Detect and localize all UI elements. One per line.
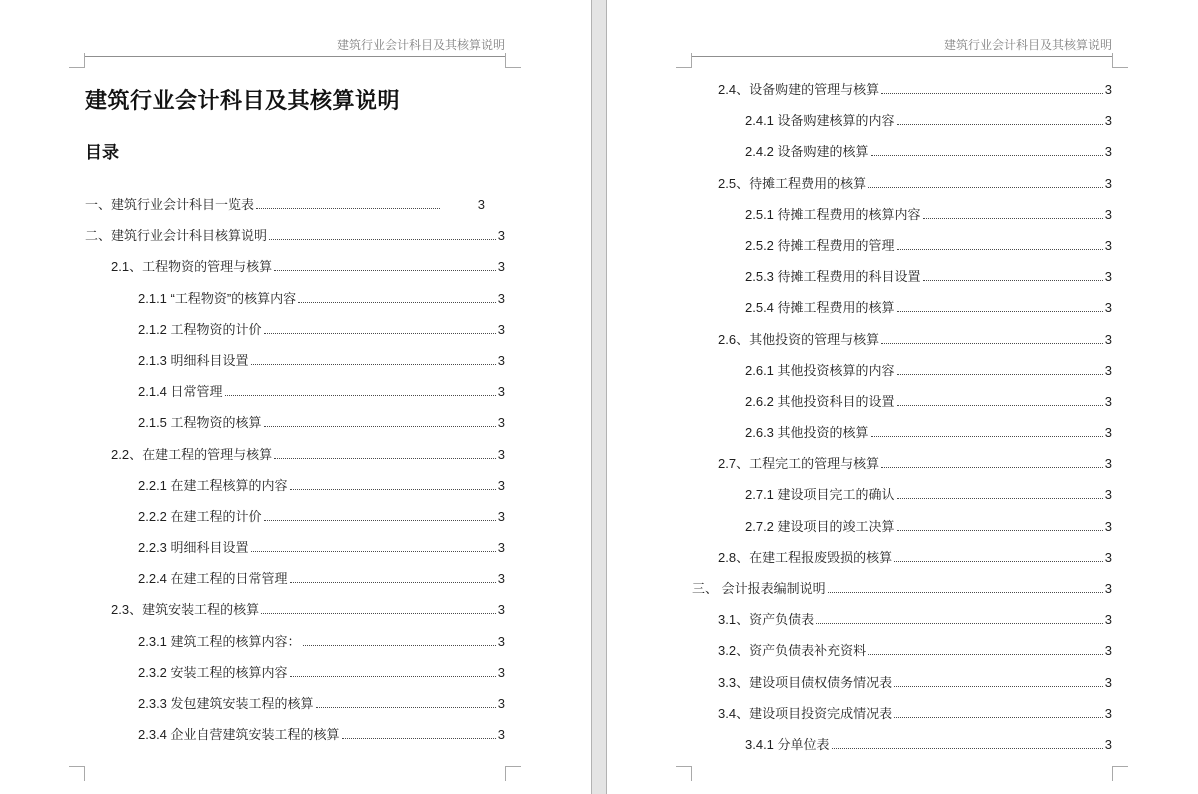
toc-entry[interactable] <box>85 625 505 656</box>
crop-mark-bottom-left <box>69 766 85 781</box>
toc-entry-text: 2.5.1 待摊工程费用的核算内容 <box>745 206 921 222</box>
toc-entry[interactable] <box>85 406 505 437</box>
toc-entry[interactable] <box>85 344 505 375</box>
toc-entry-text: 二、建筑行业会计科目核算说明 <box>85 228 268 244</box>
toc-entry[interactable] <box>692 728 1112 759</box>
toc-dot-leader <box>264 423 496 427</box>
toc-entry-text: 2.2.2 在建工程的计价 <box>138 508 262 524</box>
toc-entry-text: 2.4.1 设备购建核算的内容 <box>745 113 895 129</box>
toc-page-number: 3 <box>497 696 505 711</box>
toc-entry[interactable] <box>85 375 505 406</box>
toc-dot-leader <box>897 371 1103 375</box>
toc-page-number: 3 <box>497 228 505 244</box>
toc-page-number: 3 <box>497 259 505 275</box>
toc-page-number: 3 <box>497 602 505 618</box>
toc-entry[interactable] <box>692 104 1112 135</box>
toc-entry-text: 3.4.1 分单位表 <box>745 736 830 752</box>
toc-entry-text: 2.2.1 在建工程核算的内容 <box>138 477 288 493</box>
toc-entry-text: 2.5.4 待摊工程费用的核算 <box>745 300 895 316</box>
toc-dot-leader <box>290 673 496 677</box>
toc-dot-leader <box>298 299 496 303</box>
toc-dot-leader <box>290 486 496 490</box>
toc-entry[interactable] <box>692 603 1112 634</box>
toc-page-number: 3 <box>1104 113 1112 129</box>
toc-entry[interactable] <box>85 531 505 562</box>
crop-mark-bottom-left <box>676 766 692 781</box>
toc-dot-leader <box>894 714 1103 718</box>
toc-entry[interactable] <box>692 666 1112 697</box>
toc-entry[interactable] <box>85 250 505 281</box>
toc-entry[interactable] <box>692 354 1112 385</box>
toc-entry-text: 2.3.4 企业自营建筑安装工程的核算 <box>138 727 340 743</box>
page-2[interactable] <box>606 0 1198 794</box>
toc-dot-leader <box>897 402 1103 406</box>
toc-list-page-1 <box>85 188 505 749</box>
toc-page-number: 3 <box>1104 82 1112 97</box>
crop-mark-top-right <box>505 53 521 68</box>
toc-page-number: 3 <box>497 477 505 493</box>
toc-entry[interactable] <box>692 541 1112 572</box>
toc-page-number: 3 <box>1104 705 1112 721</box>
toc-dot-leader <box>261 610 496 614</box>
toc-dot-leader <box>225 392 496 396</box>
toc-dot-leader <box>832 745 1103 749</box>
toc-dot-leader <box>290 579 496 583</box>
crop-mark-bottom-right <box>505 766 521 781</box>
toc-dot-leader <box>871 433 1103 437</box>
toc-page-number: 3 <box>1104 487 1112 503</box>
toc-dot-leader <box>894 683 1103 687</box>
toc-entry-text: 2.6.3 其他投资的核算 <box>745 425 869 441</box>
toc-entry[interactable] <box>85 656 505 687</box>
toc-heading: 目录 <box>85 143 119 162</box>
toc-page-number: 3 <box>1104 269 1112 285</box>
toc-entry-text: 2.1.5 工程物资的核算 <box>138 415 262 431</box>
toc-entry[interactable] <box>692 135 1112 166</box>
header-title: 建筑行业会计科目及其核算说明 <box>943 38 1112 52</box>
toc-dot-leader <box>881 340 1103 344</box>
crop-mark-top-right <box>1112 53 1128 68</box>
toc-list-page-2 <box>692 73 1112 759</box>
toc-dot-leader <box>923 277 1103 281</box>
toc-page-number: 3 <box>1104 206 1112 222</box>
toc-page-number: 3 <box>1104 581 1112 596</box>
toc-page-number: 3 <box>1104 300 1112 316</box>
toc-page-number: 3 <box>497 446 505 462</box>
toc-entry[interactable] <box>692 198 1112 229</box>
toc-dot-leader <box>269 236 496 240</box>
toc-page-number: 3 <box>1104 549 1112 565</box>
toc-entry[interactable] <box>85 562 505 593</box>
toc-page-number: 3 <box>497 352 505 368</box>
toc-entry[interactable] <box>85 188 505 219</box>
toc-page-number: 3 <box>497 415 505 431</box>
page-header <box>692 36 1112 57</box>
toc-entry-text: 一、建筑行业会计科目一览表 <box>85 197 255 212</box>
toc-entry[interactable] <box>692 478 1112 509</box>
toc-dot-leader <box>251 548 496 552</box>
toc-entry[interactable] <box>692 291 1112 322</box>
toc-page-number: 3 <box>497 633 505 649</box>
toc-page-number: 3 <box>1104 736 1112 752</box>
toc-entry-text: 2.5、待摊工程费用的核算 <box>718 175 867 191</box>
crop-mark-top-left <box>676 53 692 68</box>
toc-entry-text: 2.4.2 设备购建的核算 <box>745 144 869 160</box>
toc-entry-text: 2.7、工程完工的管理与核算 <box>718 456 880 472</box>
toc-entry-text: 3.2、资产负债表补充资料 <box>718 643 867 659</box>
toc-dot-leader <box>274 455 496 459</box>
toc-entry[interactable] <box>692 634 1112 665</box>
toc-page-number: 3 <box>497 508 505 524</box>
toc-page-number: 3 <box>1104 674 1112 690</box>
toc-dot-leader <box>897 246 1103 250</box>
toc-entry-text: 3.1、资产负债表 <box>718 612 815 628</box>
toc-entry-text: 2.1.4 日常管理 <box>138 384 223 400</box>
crop-mark-top-left <box>69 53 85 68</box>
toc-entry-text: 3.3、建设项目债权债务情况表 <box>718 674 893 690</box>
toc-dot-leader <box>881 464 1103 468</box>
toc-page-number: 3 <box>1104 425 1112 441</box>
toc-entry-text: 2.2.3 明细科目设置 <box>138 540 249 556</box>
toc-page-number: 3 <box>1104 175 1112 191</box>
toc-dot-leader <box>897 308 1103 312</box>
toc-dot-leader <box>828 589 1103 593</box>
toc-entry[interactable] <box>85 593 505 624</box>
toc-entry[interactable] <box>85 219 505 250</box>
toc-dot-leader <box>251 361 496 365</box>
toc-dot-leader <box>316 704 496 708</box>
toc-entry[interactable] <box>85 469 505 500</box>
toc-entry-text: 2.1.2 工程物资的计价 <box>138 321 262 337</box>
toc-page-number: 3 <box>497 384 505 400</box>
toc-page-number: 3 <box>1104 331 1112 347</box>
toc-page-number: 3 <box>1104 362 1112 378</box>
toc-entry[interactable] <box>692 229 1112 260</box>
toc-dot-leader <box>897 527 1103 531</box>
toc-entry-text: 2.1.3 明细科目设置 <box>138 352 249 368</box>
toc-entry[interactable] <box>85 718 505 749</box>
toc-entry[interactable] <box>85 282 505 313</box>
toc-entry[interactable] <box>692 167 1112 198</box>
toc-page-number: 3 <box>497 571 505 587</box>
toc-entry[interactable] <box>85 500 505 531</box>
toc-entry-text: 2.6.2 其他投资科目的设置 <box>745 393 895 409</box>
toc-dot-leader <box>264 330 496 334</box>
toc-page-number: 3 <box>1104 518 1112 534</box>
toc-entry[interactable] <box>692 260 1112 291</box>
toc-page-number: 3 <box>497 290 505 306</box>
toc-entry[interactable] <box>692 416 1112 447</box>
toc-entry-text: 2.3.3 发包建筑安装工程的核算 <box>138 696 314 711</box>
toc-page-number: 3 <box>497 540 505 556</box>
toc-page-number: 3 <box>497 664 505 680</box>
toc-page-number: 3 <box>1104 144 1112 160</box>
toc-page-number: 3 <box>1104 612 1112 628</box>
page-1[interactable] <box>0 0 592 794</box>
toc-entry[interactable] <box>85 438 505 469</box>
toc-entry-text: 2.3、建筑安装工程的核算 <box>111 602 260 618</box>
toc-page-number: 3 <box>1104 643 1112 659</box>
toc-dot-leader <box>274 267 496 271</box>
toc-entry[interactable] <box>85 313 505 344</box>
toc-entry-text: 2.2、在建工程的管理与核算 <box>111 446 273 462</box>
toc-entry-text: 2.3.1 建筑工程的核算内容： <box>138 633 301 649</box>
toc-page-number: 3 <box>477 197 485 212</box>
toc-dot-leader <box>264 517 496 521</box>
toc-entry[interactable] <box>692 510 1112 541</box>
toc-entry[interactable] <box>692 447 1112 478</box>
toc-page-number: 3 <box>497 321 505 337</box>
toc-entry[interactable] <box>692 73 1112 104</box>
toc-page-number: 3 <box>1104 456 1112 472</box>
toc-entry-text: 2.8、在建工程报废毁损的核算 <box>718 549 893 565</box>
toc-dot-leader <box>342 735 496 739</box>
toc-entry-text: 2.1.1 “工程物资”的核算内容 <box>138 290 297 306</box>
toc-entry-text: 三、 会计报表编制说明 <box>692 581 826 596</box>
toc-page-number: 3 <box>497 727 505 743</box>
toc-entry-text: 2.4、设备购建的管理与核算 <box>718 82 880 97</box>
toc-page-number: 3 <box>1104 393 1112 409</box>
toc-dot-leader <box>897 495 1103 499</box>
toc-entry-text: 2.7.1 建设项目完工的确认 <box>745 487 895 503</box>
toc-dot-leader <box>923 215 1103 219</box>
toc-page-number: 3 <box>1104 237 1112 253</box>
toc-entry-text: 2.7.2 建设项目的竣工决算 <box>745 518 895 534</box>
toc-dot-leader <box>868 651 1103 655</box>
header-title: 建筑行业会计科目及其核算说明 <box>336 38 505 52</box>
toc-entry-text: 2.5.2 待摊工程费用的管理 <box>745 237 895 253</box>
toc-entry-text: 2.5.3 待摊工程费用的科目设置 <box>745 269 921 285</box>
toc-dot-leader <box>897 121 1103 125</box>
crop-mark-bottom-right <box>1112 766 1128 781</box>
toc-dot-leader <box>816 620 1103 624</box>
document-title: 建筑行业会计科目及其核算说明 <box>85 88 401 113</box>
toc-entry-text: 2.6.1 其他投资核算的内容 <box>745 362 895 378</box>
toc-entry[interactable] <box>692 572 1112 603</box>
toc-dot-leader <box>871 152 1103 156</box>
toc-entry[interactable] <box>85 687 505 718</box>
page-header <box>85 36 505 57</box>
toc-dot-leader <box>881 90 1103 94</box>
toc-entry[interactable] <box>692 385 1112 416</box>
toc-entry-text: 2.3.2 安装工程的核算内容 <box>138 664 288 680</box>
toc-dot-leader <box>868 184 1103 188</box>
toc-entry-text: 2.2.4 在建工程的日常管理 <box>138 571 288 587</box>
toc-entry-text: 2.6、其他投资的管理与核算 <box>718 331 880 347</box>
toc-entry-text: 2.1、工程物资的管理与核算 <box>111 259 273 275</box>
toc-entry[interactable] <box>692 697 1112 728</box>
toc-entry-text: 3.4、建设项目投资完成情况表 <box>718 705 893 721</box>
toc-dot-leader <box>303 642 496 646</box>
toc-entry[interactable] <box>692 323 1112 354</box>
toc-dot-leader <box>894 558 1103 562</box>
toc-dot-leader <box>256 205 440 209</box>
